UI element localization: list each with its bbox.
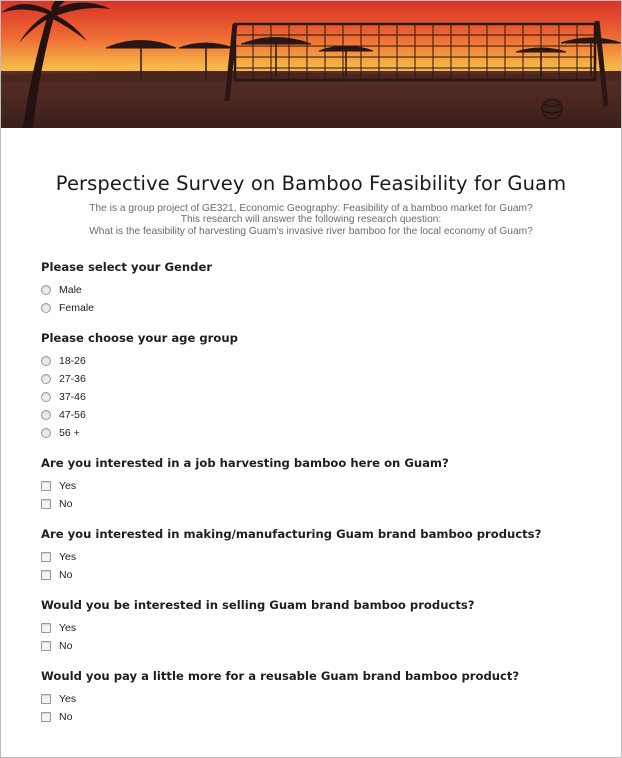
checkbox-icon[interactable] bbox=[41, 552, 51, 562]
checkbox-icon[interactable] bbox=[41, 712, 51, 722]
option-label: No bbox=[59, 640, 73, 653]
checkbox-icon[interactable] bbox=[41, 694, 51, 704]
option-yes[interactable] bbox=[41, 477, 621, 495]
question-title: Please choose your age group bbox=[41, 331, 238, 346]
option-label: 56 + bbox=[59, 427, 80, 440]
option-age-37-46[interactable] bbox=[41, 388, 621, 406]
radio-button-icon[interactable] bbox=[41, 303, 51, 313]
option-label: 37-46 bbox=[59, 391, 86, 404]
radio-button-icon[interactable] bbox=[41, 428, 51, 438]
option-no[interactable] bbox=[41, 566, 621, 584]
radio-button-icon[interactable] bbox=[41, 285, 51, 295]
radio-button-icon[interactable] bbox=[41, 410, 51, 420]
option-male[interactable] bbox=[41, 281, 621, 299]
option-label: Yes bbox=[59, 622, 77, 635]
option-age-47-56[interactable] bbox=[41, 406, 621, 424]
form-description bbox=[9, 203, 613, 237]
question-title: Are you interested in a job harvesting bamboo here on Guam? bbox=[41, 456, 449, 471]
option-age-27-36[interactable] bbox=[41, 370, 621, 388]
checkbox-icon[interactable] bbox=[41, 499, 51, 509]
option-age-56-plus[interactable] bbox=[41, 424, 621, 442]
option-yes[interactable] bbox=[41, 690, 621, 708]
question-manufacturing bbox=[41, 527, 621, 584]
radio-button-icon[interactable] bbox=[41, 374, 51, 384]
question-job-harvesting bbox=[41, 456, 621, 513]
checkbox-icon[interactable] bbox=[41, 570, 51, 580]
option-no[interactable] bbox=[41, 708, 621, 726]
question-pay-more bbox=[41, 669, 621, 726]
option-label: Yes bbox=[59, 480, 77, 493]
description-line: What is the feasibility of harvesting Guam's invasive river bamboo for the local economy of Guam? bbox=[89, 225, 533, 237]
question-title: Please select your Gender bbox=[41, 260, 213, 275]
question-selling bbox=[41, 598, 621, 655]
question-title: Would you pay a little more for a reusable Guam brand bamboo product? bbox=[41, 669, 520, 684]
radio-button-icon[interactable] bbox=[41, 356, 51, 366]
question-gender bbox=[41, 260, 621, 317]
question-title: Are you interested in making/manufacturing Guam brand bamboo products? bbox=[41, 527, 542, 542]
form-title: Perspective Survey on Bamboo Feasibility for Guam bbox=[55, 172, 567, 195]
option-label: No bbox=[59, 498, 73, 511]
form-header bbox=[1, 128, 621, 237]
option-label: No bbox=[59, 711, 73, 724]
radio-button-icon[interactable] bbox=[41, 392, 51, 402]
option-no[interactable] bbox=[41, 495, 621, 513]
option-label: 27-36 bbox=[59, 373, 86, 386]
question-age-group bbox=[41, 331, 621, 442]
checkbox-icon[interactable] bbox=[41, 481, 51, 491]
question-title: Would you be interested in selling Guam brand bamboo products? bbox=[41, 598, 475, 613]
option-yes[interactable] bbox=[41, 619, 621, 637]
option-female[interactable] bbox=[41, 299, 621, 317]
option-label: 18-26 bbox=[59, 355, 86, 368]
option-label: 47-56 bbox=[59, 409, 86, 422]
option-label: Yes bbox=[59, 551, 77, 564]
option-yes[interactable] bbox=[41, 548, 621, 566]
description-line: The is a group project of GE321, Economic Geography: Feasibility of a bamboo market for Guam? bbox=[89, 203, 533, 214]
option-no[interactable] bbox=[41, 637, 621, 655]
description-line: This research will answer the following research question: bbox=[180, 214, 442, 226]
header-banner-image bbox=[1, 1, 621, 128]
option-label: No bbox=[59, 569, 73, 582]
checkbox-icon[interactable] bbox=[41, 623, 51, 633]
option-label: Male bbox=[59, 284, 82, 297]
option-label: Yes bbox=[59, 693, 77, 706]
checkbox-icon[interactable] bbox=[41, 641, 51, 651]
option-age-18-26[interactable] bbox=[41, 352, 621, 370]
option-label: Female bbox=[59, 302, 95, 315]
question-list bbox=[1, 260, 621, 726]
